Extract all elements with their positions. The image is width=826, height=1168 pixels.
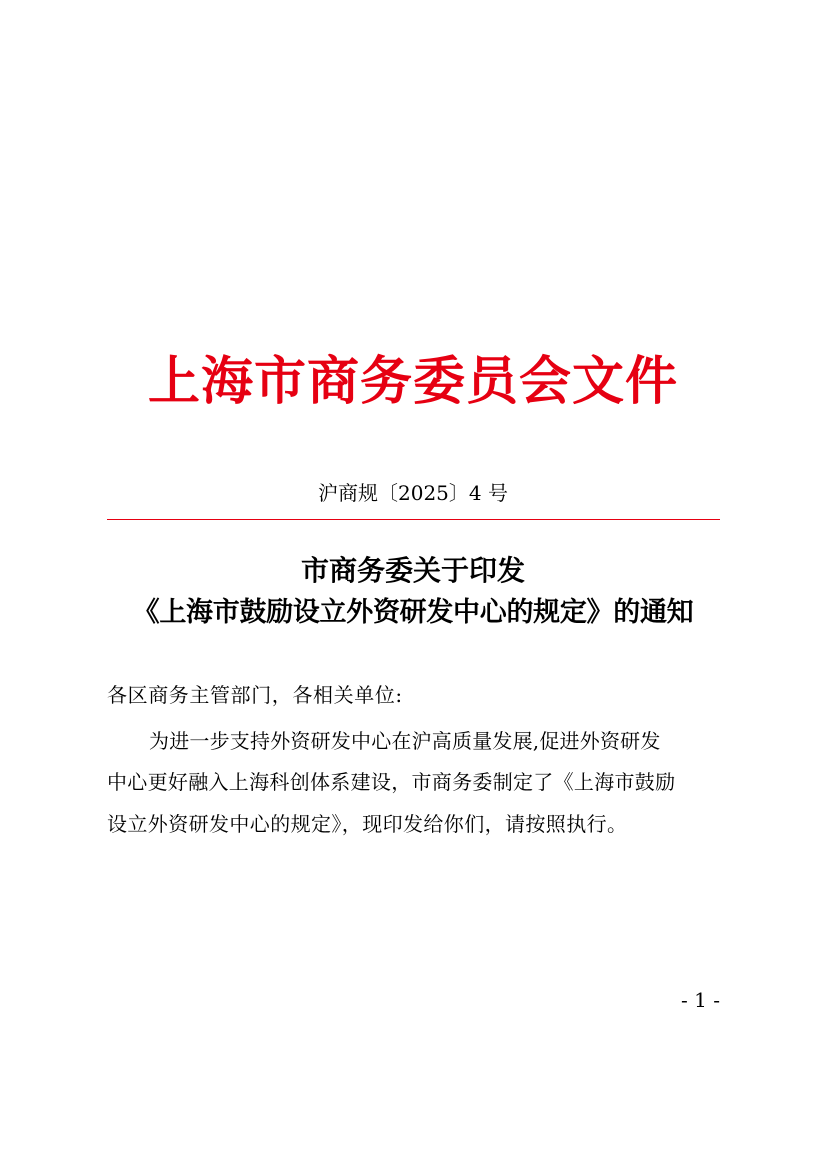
- salutation: 各区商务主管部门，各相关单位:: [107, 683, 403, 707]
- body-line: 为进一步支持外资研发中心在沪高质量发展,促进外资研发: [149, 729, 661, 753]
- notice-title-line-2: 《上海市鼓励设立外资研发中心的规定》的通知: [132, 597, 694, 628]
- notice-title-line-1: 市商务委关于印发: [300, 554, 525, 587]
- body-line: 中心更好融入上海科创体系建设，市商务委制定了《上海市鼓励: [107, 770, 676, 794]
- red-divider-line: [107, 519, 720, 520]
- document-header-title: 上海市商务委员会文件: [147, 351, 678, 412]
- page-number: - 1 -: [681, 988, 720, 1012]
- document-number: 沪商规〔2025〕4 号: [318, 481, 508, 505]
- body-line: 设立外资研发中心的规定》，现印发给你们，请按照执行。: [107, 812, 628, 836]
